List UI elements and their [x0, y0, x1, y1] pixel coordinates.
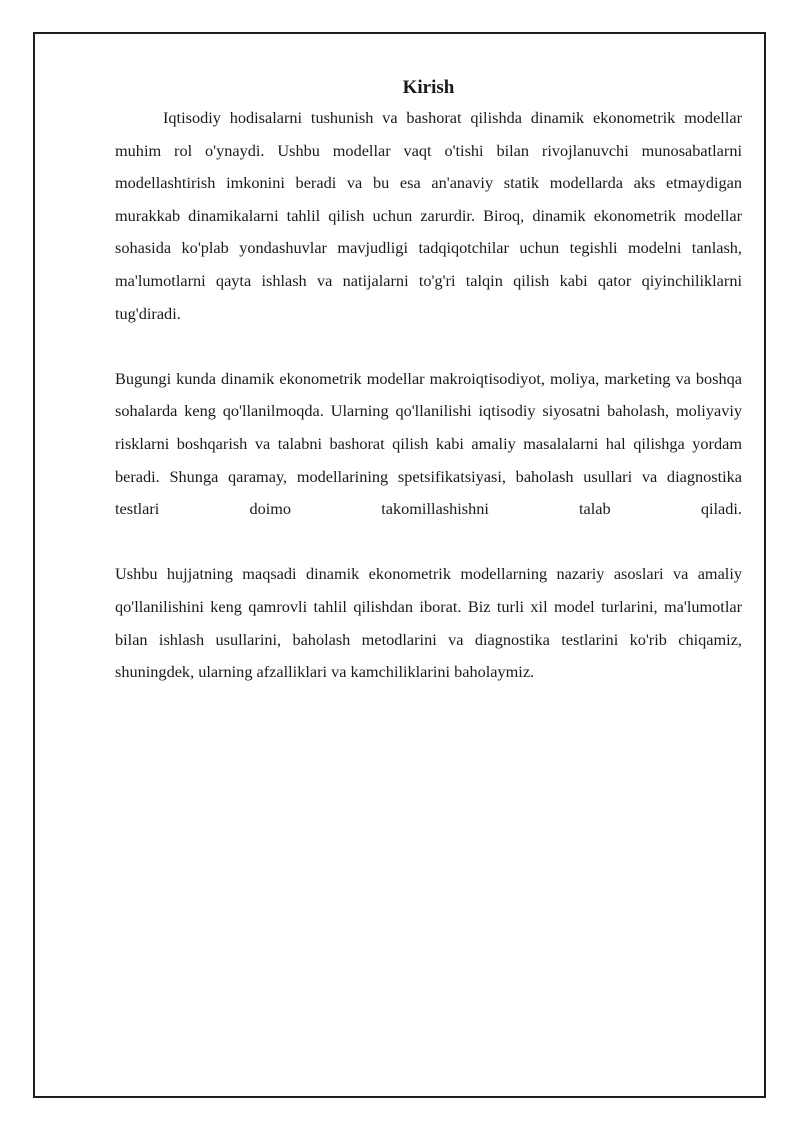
page-title: Kirish — [402, 77, 455, 98]
document-body — [115, 74, 742, 689]
paragraph-spacer — [115, 330, 742, 363]
paragraph-applications: Bugungi kunda dinamik ekonometrik modellar makroiqtisodiyot, moliya, marketing va boshqa sohalarda keng qo'llanilmoqda. Ularning qo'llanilishi iqtisodiy siyosatni baholash, moliyaviy risklarni boshqarish va talabni bashorat qilish kabi amaliy masalalarni hal qilishga yordam beradi. Shunga qaramay, modellarining spetsifikatsiyasi, baholash usullari va diagnostika testlari doimo takomillashishni talab qiladi. — [115, 368, 742, 519]
paragraph-spacer — [115, 526, 742, 559]
paragraph-intro: Iqtisodiy hodisalarni tushunish va bashorat qilishda dinamik ekonometrik modellar muhim rol o'ynaydi. Ushbu modellar vaqt o'tishi bilan rivojlanuvchi munosabatlarni modellashtirish imkonini beradi va bu esa an'anaviy statik modellarda aks etmaydigan murakkab dinamikalarni tahlil qilish uchun zarurdir. Biroq, dinamik ekonometrik modellar sohasida ko'plab yondashuvlar mavjudligi tadqiqotchilar uchun tegishli modelni tanlash, ma'lumotlarni qayta ishlash va natijalarni to'g'ri talqin qilish kabi qator qiyinchiliklarni tug'diradi. — [115, 108, 742, 323]
paragraph-purpose: Ushbu hujjatning maqsadi dinamik ekonometrik modellarning nazariy asoslari va amaliy qo'llanilishini keng qamrovli tahlil qilishdan iborat. Biz turli xil model turlarini, ma'lumotlar bilan ishlash usullarini, baholash metodlarini va diagnostika testlarini ko'rib chiqamiz, shuningdek, ularning afzalliklari va kamchiliklarini baholaymiz. — [115, 564, 742, 682]
